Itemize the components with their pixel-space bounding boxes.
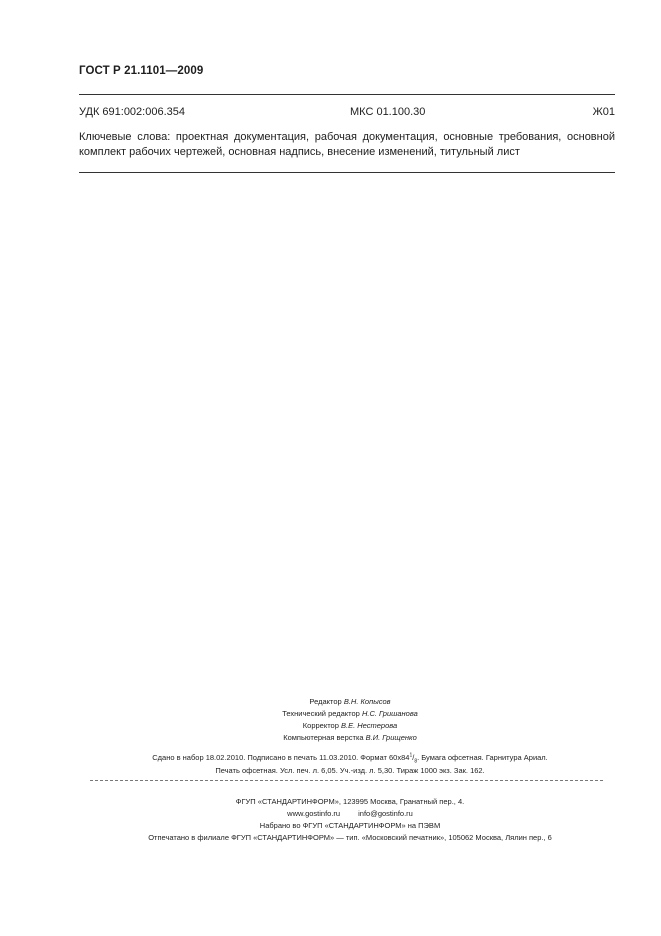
classification-row	[79, 106, 615, 120]
layout-name: В.И. Грищенко	[365, 733, 417, 742]
dashed-divider	[90, 780, 603, 781]
corrector-label: Корректор	[302, 721, 339, 730]
group-code: Ж01	[592, 106, 615, 118]
format-denominator: 8	[414, 758, 418, 765]
layout-row	[200, 732, 500, 744]
tech-editor-name: Н.С. Гришанова	[361, 709, 418, 718]
format-numerator: 1	[409, 752, 413, 759]
tech-editor-label: Технический редактор	[282, 709, 360, 718]
print-info-line-2: Печать офсетная. Усл. печ. л. 6,05. Уч.-изд. л. 5,30. Тираж 1000 экз. Зак. 162.	[215, 766, 485, 775]
top-divider	[79, 94, 615, 95]
publisher-contacts	[70, 808, 630, 820]
corrector-row	[200, 720, 500, 732]
corrector-name: В.Е. Нестерова	[341, 721, 398, 730]
publisher-email: info@gostinfo.ru	[358, 809, 413, 818]
editor-label: Редактор	[309, 697, 342, 706]
tech-editor-row	[200, 708, 500, 720]
mks-code: МКС 01.100.30	[350, 106, 426, 118]
layout-label: Компьютерная верстка	[283, 733, 364, 742]
editor-row	[200, 696, 500, 708]
keywords-divider	[79, 172, 615, 173]
print-info-line-1-start: Сдано в набор 18.02.2010. Подписано в печать 11.03.2010. Формат 60х84	[152, 753, 410, 762]
publisher-address: ФГУП «СТАНДАРТИНФОРМ», 123995 Москва, Гранатный пер., 4.	[235, 797, 465, 806]
print-info-line-1: Сдано в набор 18.02.2010. Подписано в печать 11.03.2010. Формат $60х84^1/_8$. Бумага офсетная. Гарнитура Ариал.	[152, 752, 548, 765]
typeset-info: Набрано во ФГУП «СТАНДАРТИНФОРМ» на ПЭВМ	[259, 821, 441, 830]
document-code: ГОСТ Р 21.1101—2009	[79, 65, 204, 77]
printed-info: Отпечатано в филиале ФГУП «СТАНДАРТИНФОРМ» — тип. «Московский печатник», 105062 Москва, Лялин пер., 6	[148, 833, 552, 842]
editor-name: В.Н. Копысов	[343, 697, 391, 706]
print-info-line-1-end: . Бумага офсетная. Гарнитура Ариал.	[417, 753, 548, 762]
credits-block	[200, 696, 500, 744]
keywords-paragraph: Ключевые слова: проектная документация, рабочая документация, основные требования, основной комплект рабочих чертежей, основная надпись, внесение изменений, титульный лист	[79, 131, 615, 158]
udk-code: УДК 691:002:006.354	[79, 106, 185, 118]
publisher-block	[70, 796, 630, 844]
print-info-block	[70, 751, 630, 777]
publisher-website: www.gostinfo.ru	[287, 809, 341, 818]
